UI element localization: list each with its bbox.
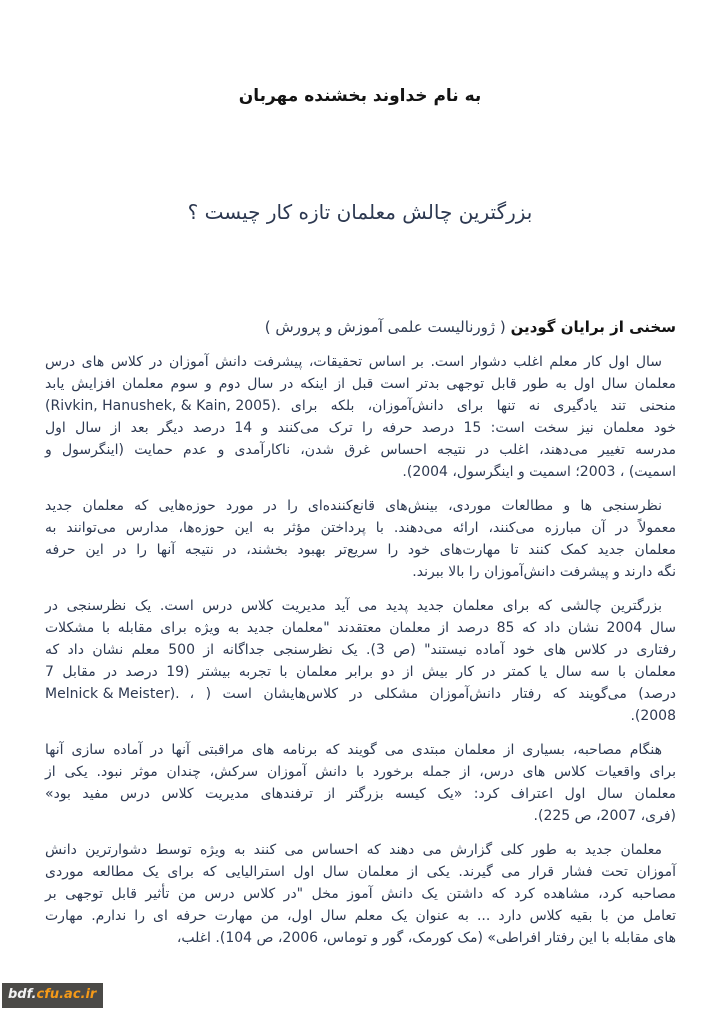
text-line: 2008).	[630, 708, 676, 724]
text-line: معلمان جدید به طور کلی گزارش می دهند که احساس می کنند به ویژه توسط دشوارترین دانش	[45, 842, 662, 858]
text-line: برای واقعیات کلاس های درس، از جمله برخورد با دانش آموزان سرکش، چندان موثر نبود. یکی از	[45, 764, 676, 780]
text-line: سال 2004 نشان داد که 85 درصد از معلمان معتقدند "معلمان جدید به ویژه برای مقابله با مشکلات	[45, 620, 676, 636]
text-line: خود معلمان نیز سخت است: 15 درصد حرفه را ترک می‌کنند و 14 درصد دیگر بعد از سال اول	[45, 420, 676, 436]
text-line: (فری، 2007، ص 225).	[533, 808, 676, 824]
text-line: بزرگترین چالشی که برای معلمان جدید پدید می آید مدیریت کلاس درس است. یک نظرسنجی در	[45, 598, 662, 614]
text-line: معلمان با سه سال یا کمتر در کار بیش از دو برابر معلمان با تجربه بیشتر (19 درصد در مقابل 7	[45, 664, 677, 680]
line-text: منحنی تند یادگیری نه تنها برای دانش‌آموزان، بلکه برای	[290, 398, 676, 414]
paragraph	[45, 739, 676, 827]
text-line: معلمان سال اول اعتراف کرد: «یک کیسه بزرگتر از ترفندهای مدیریت کلاس درس مفید بود»	[45, 786, 676, 802]
citation-text: Melnick & Meister).	[45, 686, 180, 702]
page-title: بزرگترین چالش معلمان تازه کار چیست ؟	[187, 200, 533, 224]
text-line: های مقابله با این رفتار افراطی» (مک کورمک، گور و توماس، 2006، ص 104). اغلب،	[176, 930, 676, 946]
paragraph	[45, 839, 676, 949]
text-line	[45, 683, 676, 705]
paragraph	[45, 595, 676, 727]
text-line: نگه دارند و پیشرفت دانش‌آموزان را بالا ببرند.	[412, 564, 676, 580]
watermark-domain: cfu.ac.ir	[36, 987, 97, 1002]
text-line: نظرسنجی ها و مطالعات موردی، بینش‌های قانع‌کننده‌ای را در مورد حوزه‌هایی که معلمان جدید	[45, 498, 662, 514]
watermark-prefix: bdf.	[8, 987, 37, 1002]
line-text: درصد) می‌گویند که رفتار دانش‌آموزان مشکلی در کلاس‌هایشان است ( ،	[189, 686, 676, 702]
document-body	[45, 351, 676, 949]
section-heading	[45, 316, 676, 338]
text-line: مصاحبه کرد، مشاهده کرد که داشتن یک دانش آموز مخل "در کلاس درس من تأثیر قابل توجهی بر	[45, 886, 676, 902]
text-line: معمولاً در آن مبارزه می‌کنند، ارائه می‌دهند. با پرداختن مؤثر به این حوزه‌ها، مدارس می‌توانند به	[45, 520, 676, 536]
citation-text: (Rivkin, Hanushek, & Kain, 2005).	[45, 398, 281, 414]
text-line	[45, 395, 676, 417]
section-heading-bold: سخنی از برایان گودین	[510, 318, 676, 336]
text-line: معلمان جدید کمک کنند تا مهارت‌های خود را سریع‌تر بهبود بخشند، در نتیجه آنها را در این حرفه	[45, 542, 676, 558]
paragraph	[45, 351, 676, 483]
watermark-badge	[2, 983, 103, 1008]
paragraph	[45, 495, 676, 583]
text-line: آموزان تحت فشار قرار می گیرند. یکی از معلمان سال اول استرالیایی که برای یک مطالعه موردی	[45, 864, 676, 880]
text-line: تعامل من با بقیه کلاس دارد ... به عنوان یک معلم سال اول، من مهارت حرفه ای را ندارم. مهارت	[45, 908, 676, 924]
text-line: رفتاری در کلاس های خود آماده نیستند" (ص 3). یک نظرسنجی جداگانه از 500 معلم نشان داد که	[45, 642, 677, 658]
text-line: مدرسه تغییر می‌دهند، اغلب در نتیجه احساس غرق شدن، ناکارآمدی و عدم حمایت (اینگرسول و	[45, 442, 676, 458]
text-line: اسمیت) ، 2003؛ اسمیت و اینگرسول، 2004).	[402, 464, 676, 480]
text-line: سال اول کار معلم اغلب دشوار است. بر اساس تحقیقات، پیشرفت دانش آموزان در کلاس های درس	[45, 354, 662, 370]
bismillah-title: به نام خداوند بخشنده مهربان	[238, 86, 482, 106]
text-line: هنگام مصاحبه، بسیاری از معلمان مبتدی می گویند که برنامه های مراقبتی آنها در آماده سازی آنها	[45, 742, 662, 758]
text-line: معلمان سال اول به طور قابل توجهی بدتر است قبل از اینکه در سال دوم و سوم معلمان افزایش یابد	[45, 376, 676, 392]
section-heading-rest: ( ژورنالیست علمی آموزش و پرورش )	[264, 318, 511, 336]
